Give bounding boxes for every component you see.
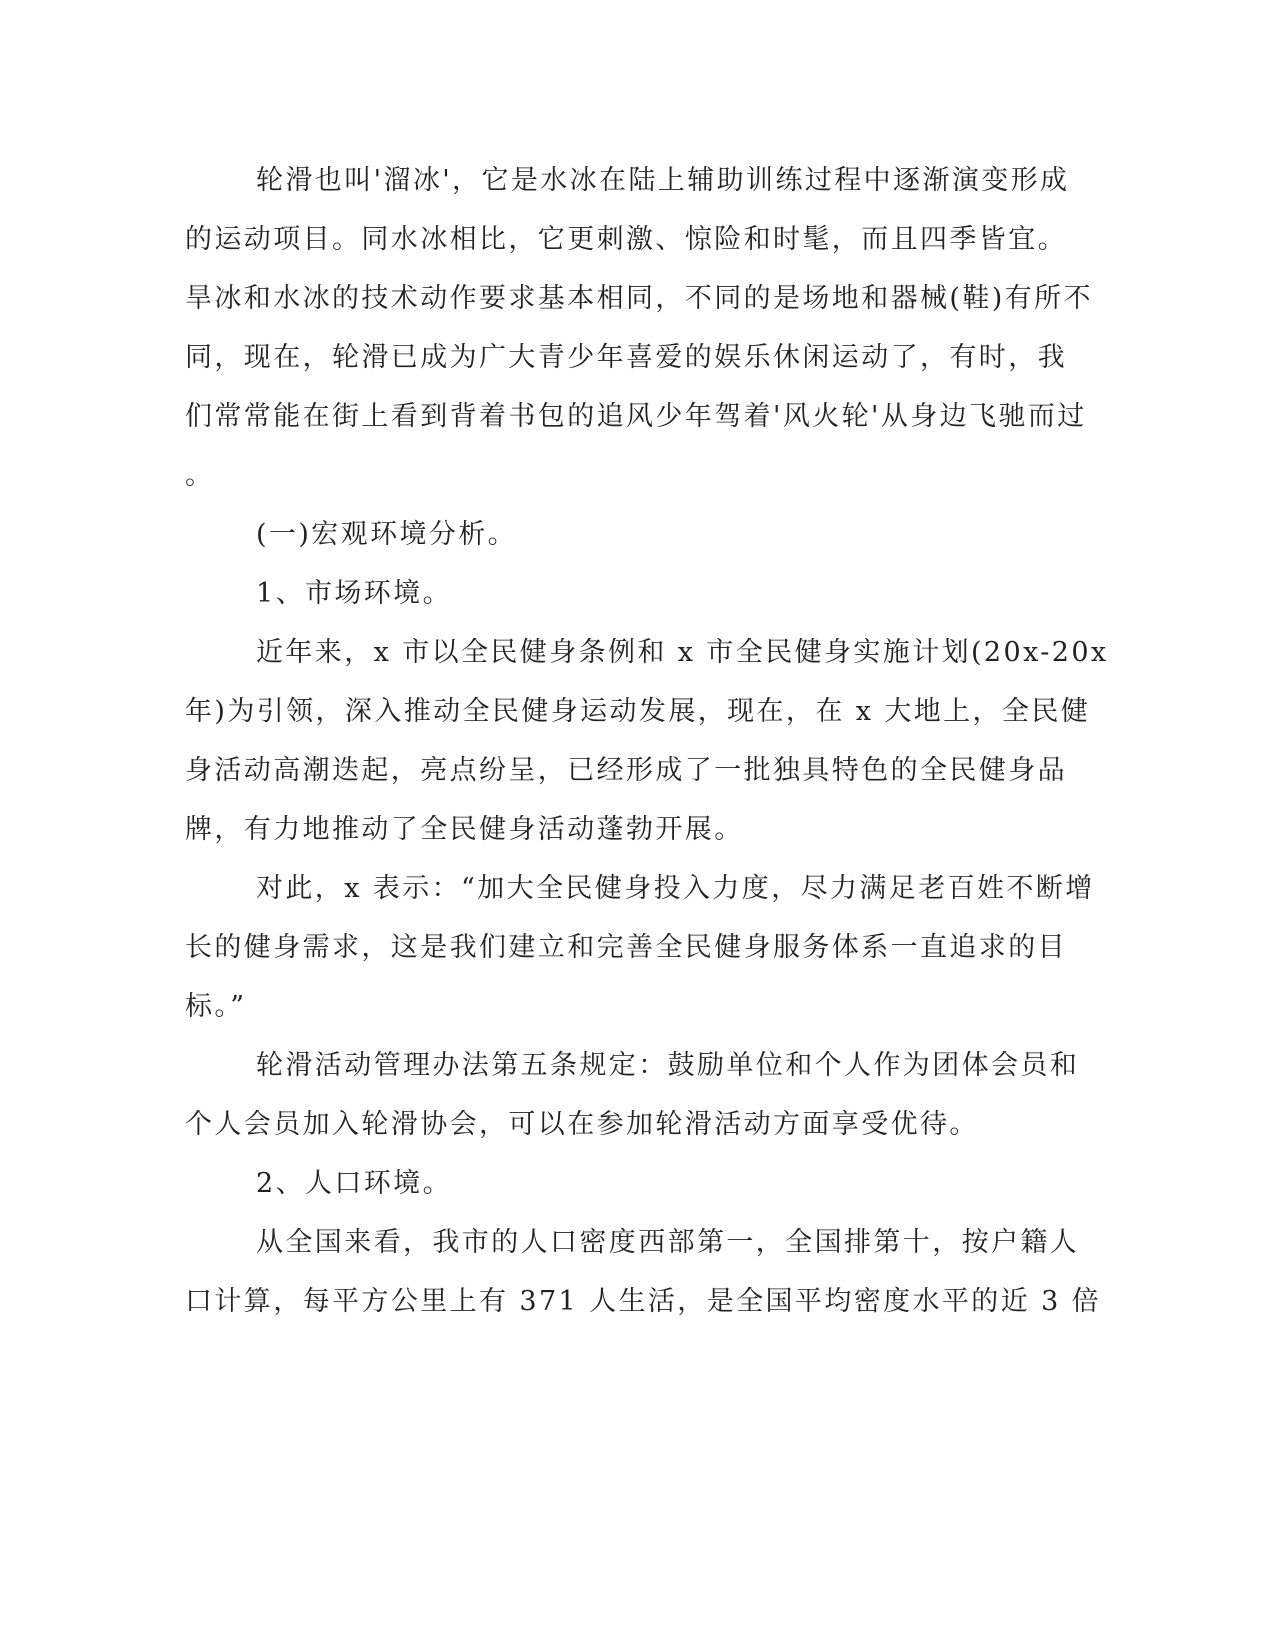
text-line: 口计算，每平方公里上有 371 人生活，是全国平均密度水平的近 3 倍 bbox=[185, 1286, 1102, 1317]
text-line: 身活动高潮迭起，亮点纷呈，已经形成了一批独具特色的全民健身品 bbox=[185, 755, 1067, 786]
text-line: 对此，x 表示：“加大全民健身投入力度，尽力满足老百姓不断增 bbox=[256, 873, 1095, 904]
text-line: 近年来，x 市以全民健身条例和 x 市全民健身实施计划(20x-20x bbox=[256, 637, 1109, 668]
text-line: 标。” bbox=[185, 991, 247, 1022]
text-line: 牌，有力地推动了全民健身活动蓬勃开展。 bbox=[185, 814, 744, 845]
section-heading: (一)宏观环境分析。 bbox=[256, 519, 518, 550]
text-line: 个人会员加入轮滑协会，可以在参加轮滑活动方面享受优待。 bbox=[185, 1109, 979, 1140]
text-line: 的运动项目。同水冰相比，它更刺激、惊险和时髦，而且四季皆宜。 bbox=[185, 224, 1067, 255]
text-line: 旱冰和水冰的技术动作要求基本相同，不同的是场地和器械(鞋)有所不 bbox=[185, 283, 1093, 314]
subsection-heading: 1、市场环境。 bbox=[256, 578, 452, 609]
text-line: 长的健身需求，这是我们建立和完善全民健身服务体系一直追求的目 bbox=[185, 932, 1067, 963]
text-line: 们常常能在街上看到背着书包的追风少年驾着'风火轮'从身边飞驰而过 bbox=[185, 401, 1087, 432]
text-line: 轮滑也叫'溜冰'，它是水冰在陆上辅助训练过程中逐渐演变形成 bbox=[256, 165, 1070, 196]
text-line: 从全国来看，我市的人口密度西部第一，全国排第十，按户籍人 bbox=[256, 1227, 1080, 1258]
text-line: 轮滑活动管理办法第五条规定：鼓励单位和个人作为团体会员和 bbox=[256, 1050, 1080, 1081]
text-line: 年)为引领，深入推动全民健身运动发展，现在，在 x 大地上，全民健 bbox=[185, 696, 1091, 727]
subsection-heading: 2、人口环境。 bbox=[256, 1168, 452, 1199]
text-line: 同，现在，轮滑已成为广大青少年喜爱的娱乐休闲运动了，有时，我 bbox=[185, 342, 1067, 373]
text-line: 。 bbox=[185, 460, 215, 491]
